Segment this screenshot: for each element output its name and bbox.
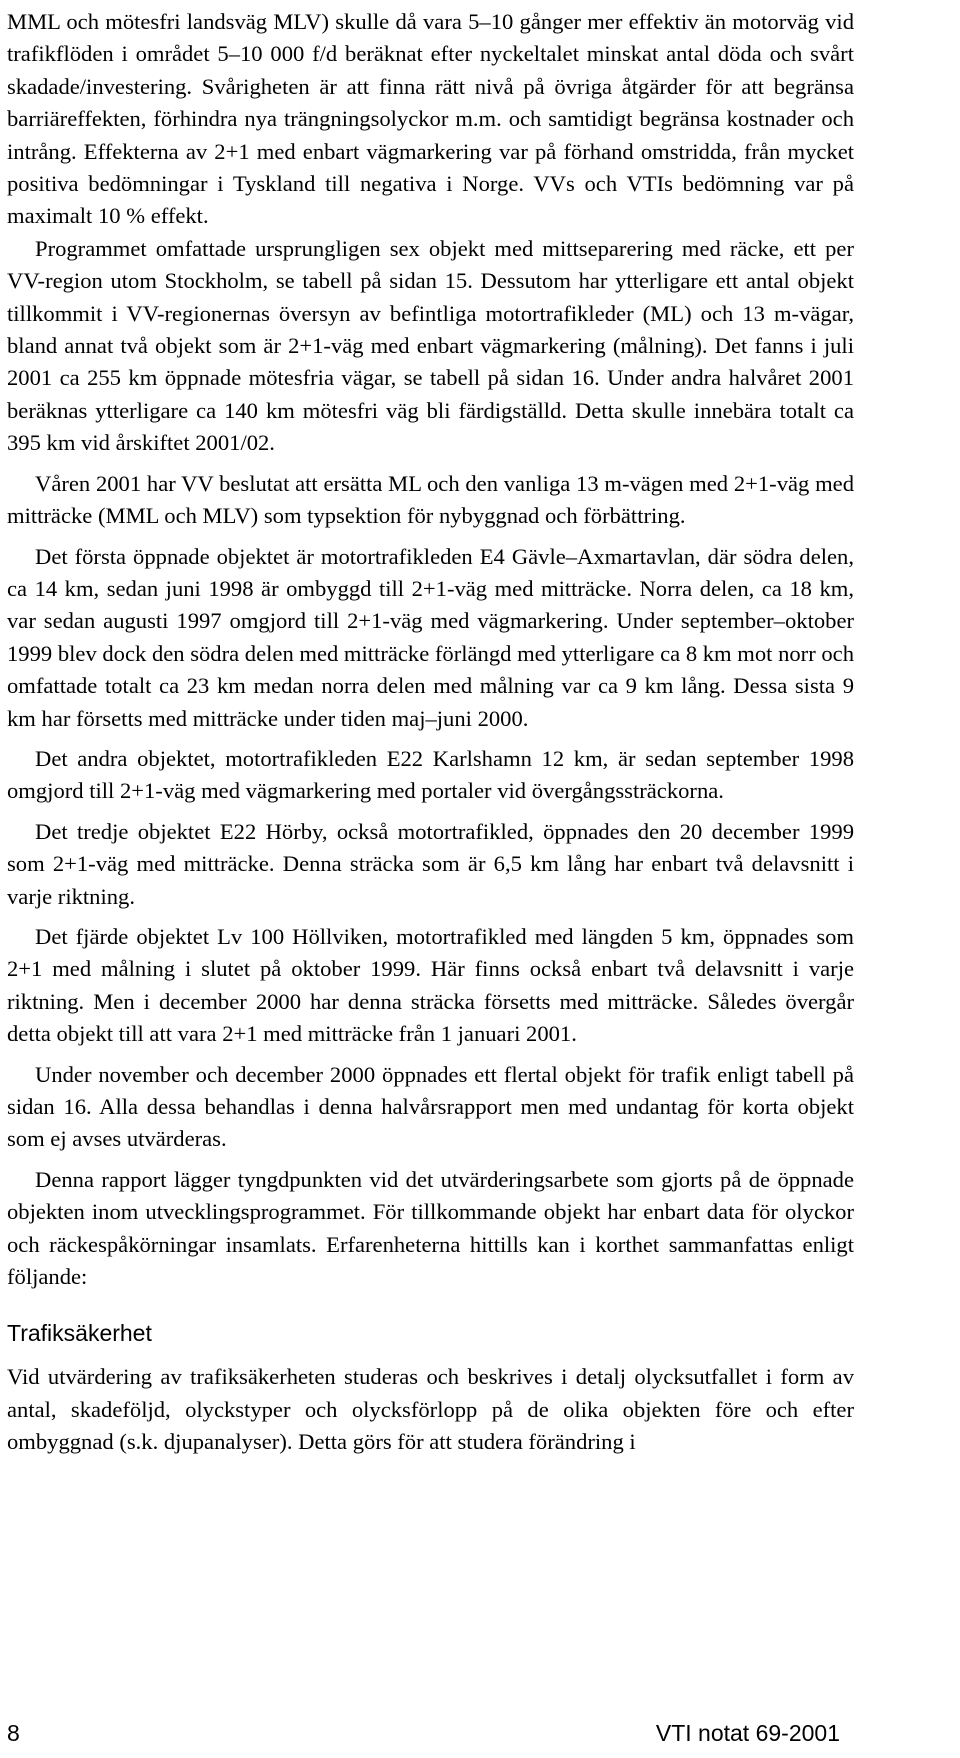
paragraph-fourth-object: Det fjärde objektet Lv 100 Höllviken, motortrafikled med längden 5 km, öppnades som 2+1 med målning i slutet på oktober 1999. Här finns också enbart två delavsnitt i varje riktning. Men i december 2000 har denna sträcka försetts med mitträcke. Således övergår detta objekt till att vara 2+1 med mitträcke från 1 januari 2001. (7, 923, 854, 1047)
paragraph-program-scope: Programmet omfattade ursprungligen sex objekt med mittseparering med räcke, ett per VV-region utom Stockholm, se tabell på sidan 15. Dessutom har ytterligare ett antal objekt tillkommit i VV-regionernas översyn av befintliga motortrafikleder (ML) och 13 m-vägar, bland annat två objekt som är 2+1-väg med enbart vägmarkering (målning). Det fanns i juli 2001 ca 255 km öppnade mötesfria vägar, se tabell på sidan 16. Under andra halvåret 2001 beräknas ytterligare ca 140 km mötesfri väg bli färdigställd. Detta skulle innebära totalt ca 395 km vid årskiftet 2001/02. (7, 235, 854, 456)
paragraph-second-object: Det andra objektet, motortrafikleden E22 Karlshamn 12 km, är sedan september 1998 omgjord till 2+1-väg med vägmarkering med portaler vid övergångssträckorna. (7, 745, 854, 804)
section-heading-traffic-safety: Trafiksäkerhet (7, 1320, 152, 1347)
paragraph-report-focus: Denna rapport lägger tyngdpunkten vid det utvärderingsarbete som gjorts på de öppnade objekten inom utvecklingsprogrammet. För tillkommande objekt har enbart data för olyckor och räckespåkörningar insamlats. Erfarenheterna hittills kan i korthet sammanfattas enligt följande: (7, 1166, 854, 1290)
paragraph-decision-2001: Våren 2001 har VV beslutat att ersätta ML och den vanliga 13 m-vägen med 2+1-väg med mitträcke (MML och MLV) som typsektion för nybyggnad och förbättring. (7, 470, 854, 529)
paragraph-opened-objects: Under november och december 2000 öppnades ett flertal objekt för trafik enligt tabell på sidan 16. Alla dessa behandlas i denna halvårsrapport men med undantag för korta objekt som ej avses utvärderas. (7, 1061, 854, 1152)
paragraph-third-object: Det tredje objektet E22 Hörby, också motortrafikled, öppnades den 20 december 1999 som 2+1-väg med mitträcke. Denna sträcka som är 6,5 km lång har enbart två delavsnitt i varje riktning. (7, 818, 854, 909)
report-series: VTI notat 69-2001 (655, 1720, 840, 1746)
page-number: 8 (7, 1720, 20, 1746)
paragraph-first-object: Det första öppnade objektet är motortrafikleden E4 Gävle–Axmartavlan, där södra delen, ca 14 km, sedan juni 1998 är ombyggd till 2+1-väg med mitträcke. Norra delen, ca 18 km, var sedan augusti 1997 omgjord till 2+1-väg med vägmarkering. Under september–oktober 1999 blev dock den södra delen med mitträcke förlängd med ytterligare ca 8 km mot norr och omfattade totalt ca 23 km medan norra delen med målning var ca 9 km lång. Dessa sista 9 km har försetts med mitträcke under tiden maj–juni 2000. (7, 543, 854, 731)
paragraph-effectiveness: MML och mötesfri landsväg MLV) skulle då vara 5–10 gånger mer effektiv än motorväg vid trafikflöden i området 5–10 000 f/d beräknat efter nyckeltalet minskat antal döda och svårt skadade/investering. Svårigheten är att finna rätt nivå på övriga åtgärder för att begränsa barriäreffekten, förhindra nya trängningsolyckor m.m. och samtidigt begränsa kostnader och intrång. Effekterna av 2+1 med enbart vägmarkering var på förhand omstridda, från mycket positiva bedömningar i Tyskland till negativa i Norge. VVs och VTIs bedömning var på maximalt 10 % effekt. (7, 9, 854, 229)
paragraph-traffic-safety: Vid utvärdering av trafiksäkerheten studeras och beskrives i detalj olycksutfallet i form av antal, skadeföljd, olyckstyper och olycksförlopp på de olika objekten före och efter ombyggnad (s.k. djupanalyser). Detta görs för att studera förändring i (7, 1364, 854, 1455)
body-text (7, 6, 854, 1459)
